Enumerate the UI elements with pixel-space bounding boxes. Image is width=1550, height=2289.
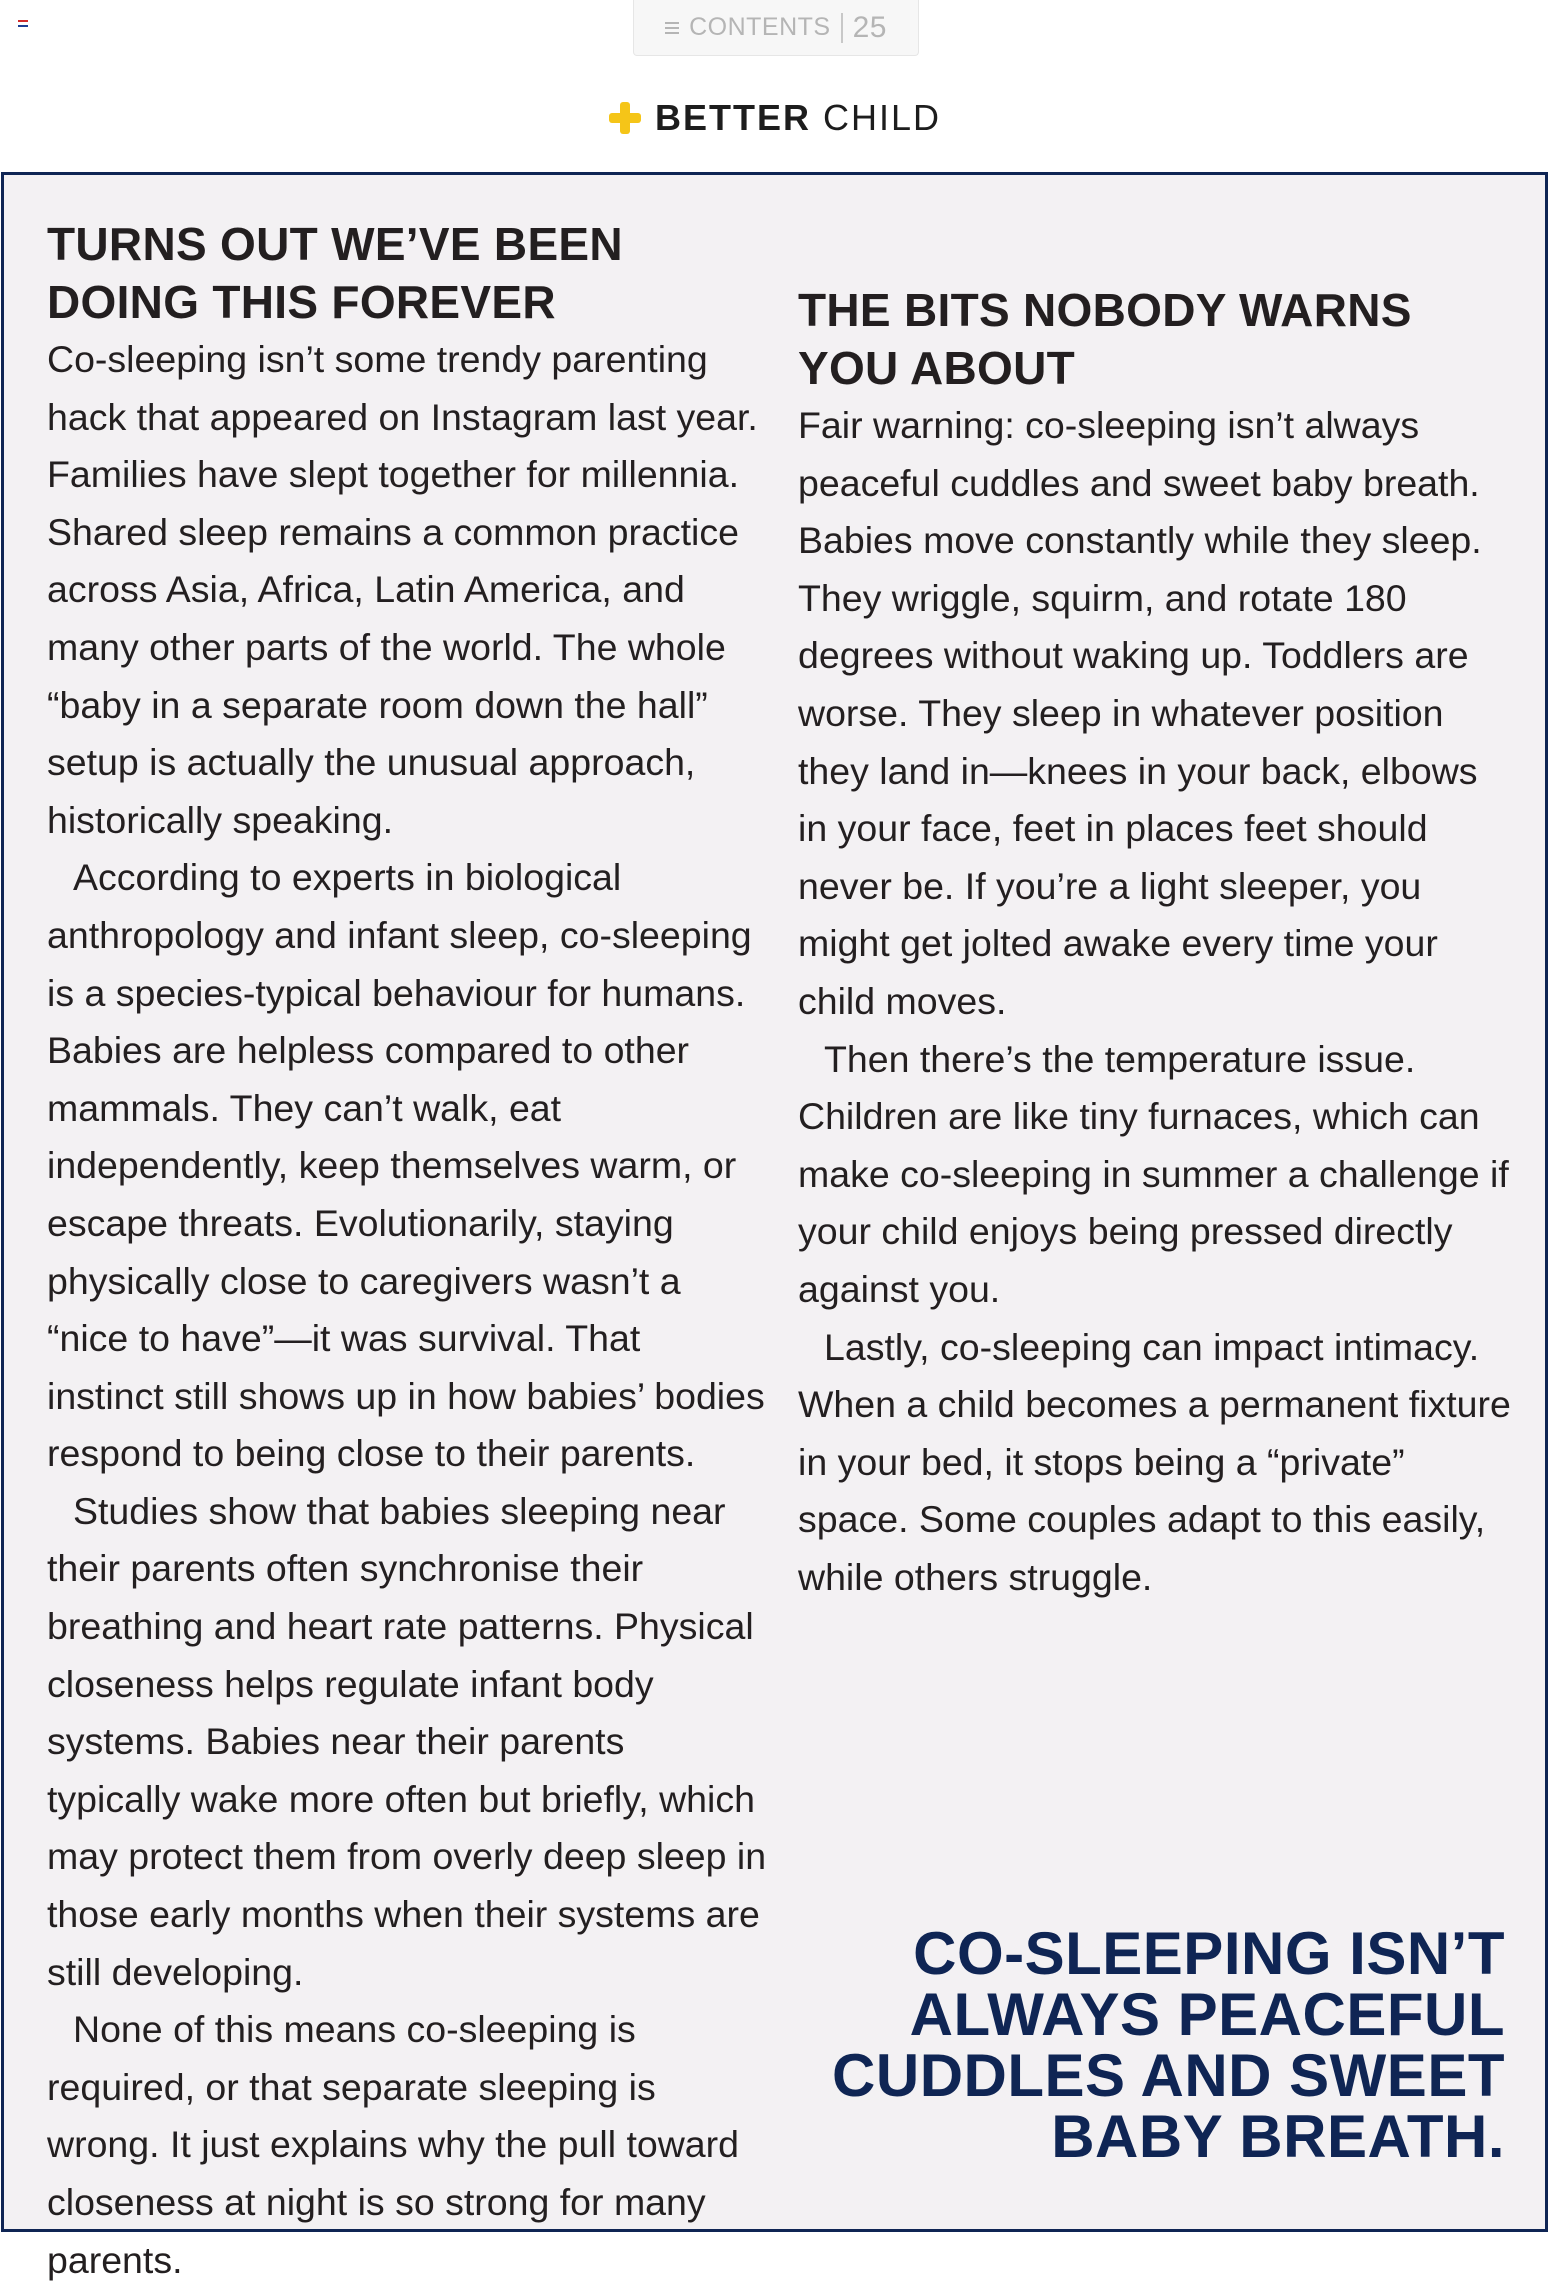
contents-label: CONTENTS xyxy=(689,13,831,41)
flag-icon xyxy=(18,20,28,27)
brand-light: CHILD xyxy=(822,97,942,138)
brand-name xyxy=(655,97,941,139)
paragraph: Lastly, co-sleeping can impact intimacy. When a child becomes a permanent fixture in your bed, it stops being a “private” space. Some couples adapt to this easily, while others struggle. xyxy=(798,1325,1511,1598)
paragraph: Studies show that babies sleeping near their parents often synchronise their breathing and heart rate patterns. Physical closeness helps regulate infant body systems. Babies near their parents typically wake more often but briefly, which may protect them from overly deep sleep in those early months when their systems are still developing. xyxy=(47,1489,767,1993)
paragraph: Then there’s the temperature issue. Children are like tiny furnaces, which can make co-sleeping in summer a challenge if your child enjoys being pressed directly against you. xyxy=(798,1037,1509,1310)
section-heading: TURNS OUT WE’VE BEEN DOING THIS FOREVER xyxy=(47,218,623,328)
brand-logo xyxy=(0,92,1550,144)
paragraph: Co-sleeping isn’t some trendy parenting hack that appeared on Instagram last year. Families have slept together for millennia. Shared sleep remains a common practice across Asia, Africa, Latin America, and many other parts of the world. The whole “baby in a separate room down the hall” setup is actually the unusual approach, historically speaking. xyxy=(47,338,758,841)
menu-icon xyxy=(665,22,679,34)
brand-bold: BETTER xyxy=(654,97,811,138)
column-spacer xyxy=(798,223,1516,281)
article-column-right xyxy=(798,223,1516,1606)
article-panel xyxy=(1,172,1548,2281)
divider xyxy=(841,13,843,43)
article-column-left xyxy=(47,215,767,2289)
cross-icon xyxy=(609,102,641,134)
page-number: 25 xyxy=(852,10,887,44)
contents-button[interactable] xyxy=(633,0,919,56)
paragraph-continued: None of this means co-sleeping is required, or that separate sleeping is wrong. It just explains why the pull toward closeness at night is so strong for many parents. xyxy=(47,2008,740,2281)
paragraph: According to experts in biological anthropology and infant sleep, co-sleeping is a species-typical behaviour for humans. Babies are helpless compared to other mammals. They can’t walk, eat independently, keep themselves warm, or escape threats. Evolutionarily, staying physically close to caregivers wasn’t a “nice to have”—it was survival. That instinct still shows up in how babies’ bodies respond to being close to their parents. xyxy=(47,856,765,1475)
paragraph: Fair warning: co-sleeping isn’t always peaceful cuddles and sweet baby breath. Babies move constantly while they sleep. They wriggle, squirm, and rotate 180 degrees without waking up. Toddlers are worse. They sleep in whatever position they land in—knees in your back, elbows in your face, feet in places feet should never be. If you’re a light sleeper, you might get jolted awake every time your child moves. xyxy=(798,404,1482,1022)
pull-quote: CO-SLEEPING ISN’T ALWAYS PEACEFUL CUDDLES AND SWEET BABY BREATH. xyxy=(832,1920,1505,2170)
section-heading: THE BITS NOBODY WARNS YOU ABOUT xyxy=(798,284,1412,394)
